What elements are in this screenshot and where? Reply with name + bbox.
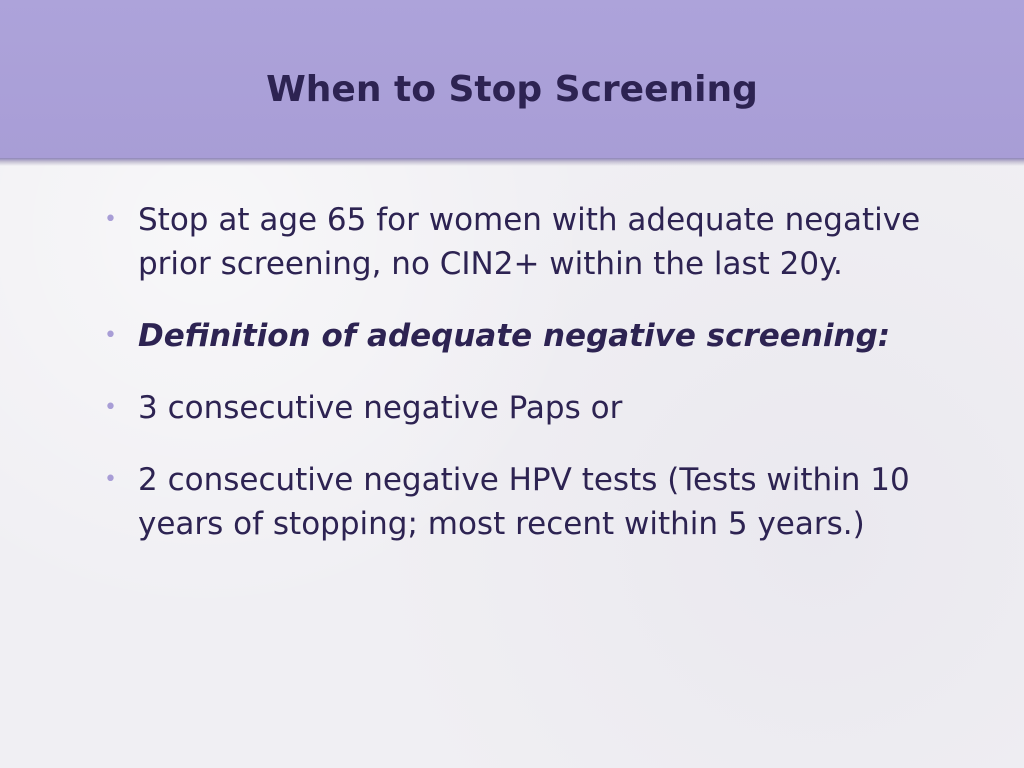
bullet-icon: • <box>104 323 117 348</box>
bullet-list <box>104 198 924 574</box>
bullet-icon: • <box>104 395 117 420</box>
bullet-text: 3 consecutive negative Paps or <box>138 390 623 426</box>
slide-title: When to Stop Screening <box>266 69 758 110</box>
bullet-icon: • <box>104 467 117 492</box>
bullet-item <box>104 458 924 546</box>
bullet-item <box>104 198 924 286</box>
bullet-item <box>104 386 924 430</box>
bullet-text: Stop at age 65 for women with adequate negative prior screening, no CIN2+ within the last 20y. <box>138 202 921 282</box>
bullet-item <box>104 314 924 358</box>
bullet-text: 2 consecutive negative HPV tests (Tests within 10 years of stopping; most recent within 5 years.) <box>138 462 910 542</box>
bullet-icon: • <box>104 207 117 232</box>
header-divider <box>0 158 1024 166</box>
bullet-text-emphasized: Definition of adequate negative screening: <box>138 318 891 354</box>
